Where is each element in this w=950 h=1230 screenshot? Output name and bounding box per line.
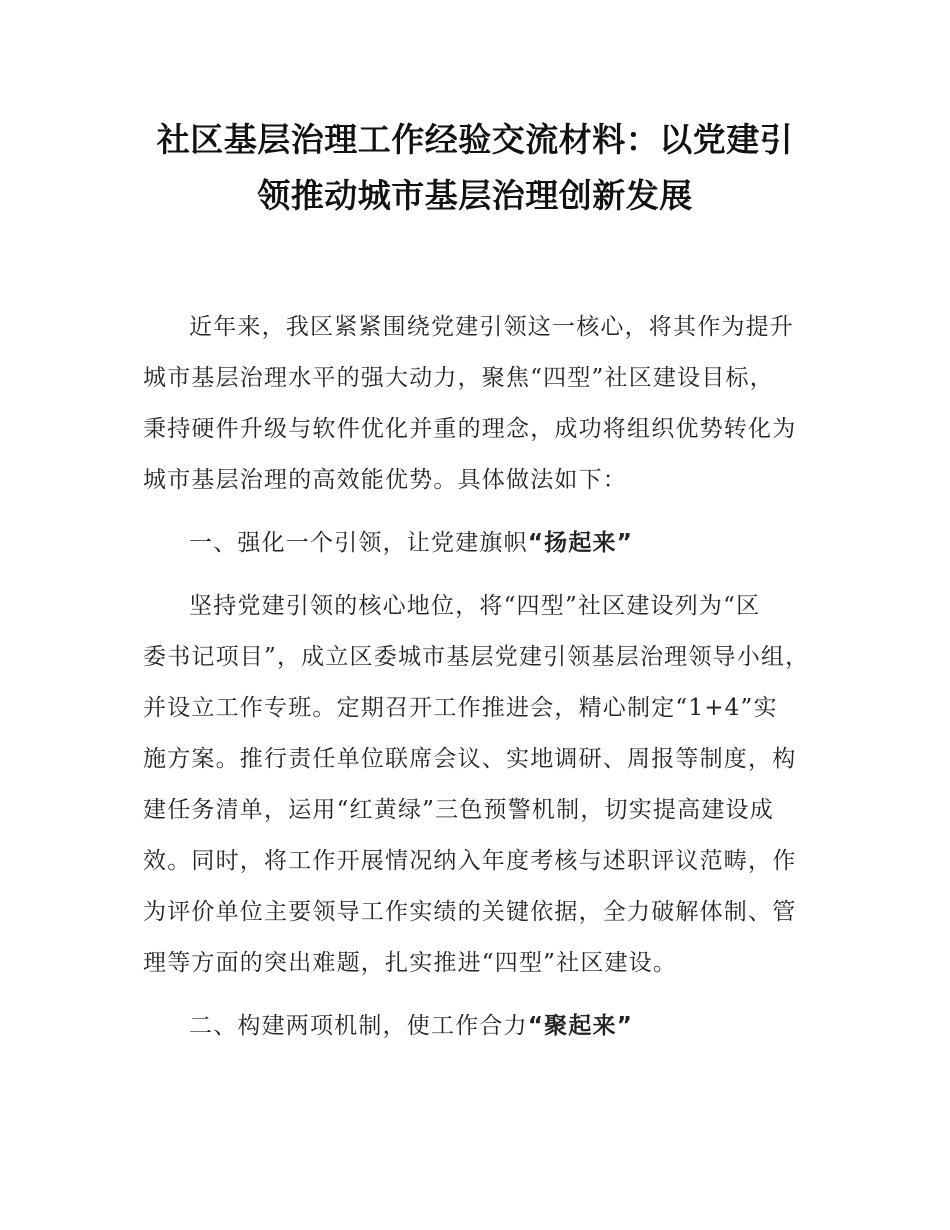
paragraph-line: 理等方面的突出难题，扎实推进“四型”社区建设。 — [143, 950, 678, 976]
paragraph-line: 坚持党建引领的核心地位，将“四型”社区建设列为“区 — [189, 593, 761, 619]
paragraph-line: 城市基层治理的高效能优势。具体做法如下： — [143, 467, 627, 493]
section-1-paragraph — [143, 581, 823, 989]
document-title — [120, 112, 830, 224]
section-1-heading-emphasis: “扬起来” — [527, 530, 634, 556]
paragraph-line: 委书记项目”，成立区委城市基层党建引领基层治理领导小组， — [143, 644, 810, 670]
title-line-1: 社区基层治理工作经验交流材料：以党建引 — [156, 120, 794, 159]
title-line-2: 领推动城市基层治理创新发展 — [257, 176, 693, 215]
paragraph-line: 施方案。推行责任单位联席会议、实地调研、周报等制度，构 — [143, 746, 797, 772]
paragraph-line: 并设立工作专班。定期召开工作推进会，精心制定“1+4”实 — [143, 695, 778, 721]
section-2-heading — [143, 1001, 823, 1052]
paragraph-line: 效。同时，将工作开展情况纳入年度考核与述职评议范畴，作 — [143, 848, 797, 874]
paragraph-line: 城市基层治理水平的强大动力，聚焦“四型”社区建设目标， — [143, 365, 774, 391]
document-body — [143, 302, 823, 1052]
paragraph-line: 秉持硬件升级与软件优化并重的理念，成功将组织优势转化为 — [143, 416, 797, 442]
paragraph-line: 为评价单位主要领导工作实绩的关键依据，全力破解体制、管 — [143, 899, 797, 925]
section-1-heading — [143, 518, 823, 569]
section-1-heading-text: 一、强化一个引领，让党建旗帜 — [189, 530, 528, 556]
paragraph-line: 近年来，我区紧紧围绕党建引领这一核心，将其作为提升 — [189, 314, 794, 340]
section-2-heading-text: 二、构建两项机制，使工作合力 — [189, 1013, 528, 1039]
intro-paragraph — [143, 302, 823, 506]
paragraph-line: 建任务清单，运用“红黄绿”三色预警机制，切实提高建设成 — [143, 797, 774, 823]
section-2-heading-emphasis: “聚起来” — [527, 1013, 634, 1039]
